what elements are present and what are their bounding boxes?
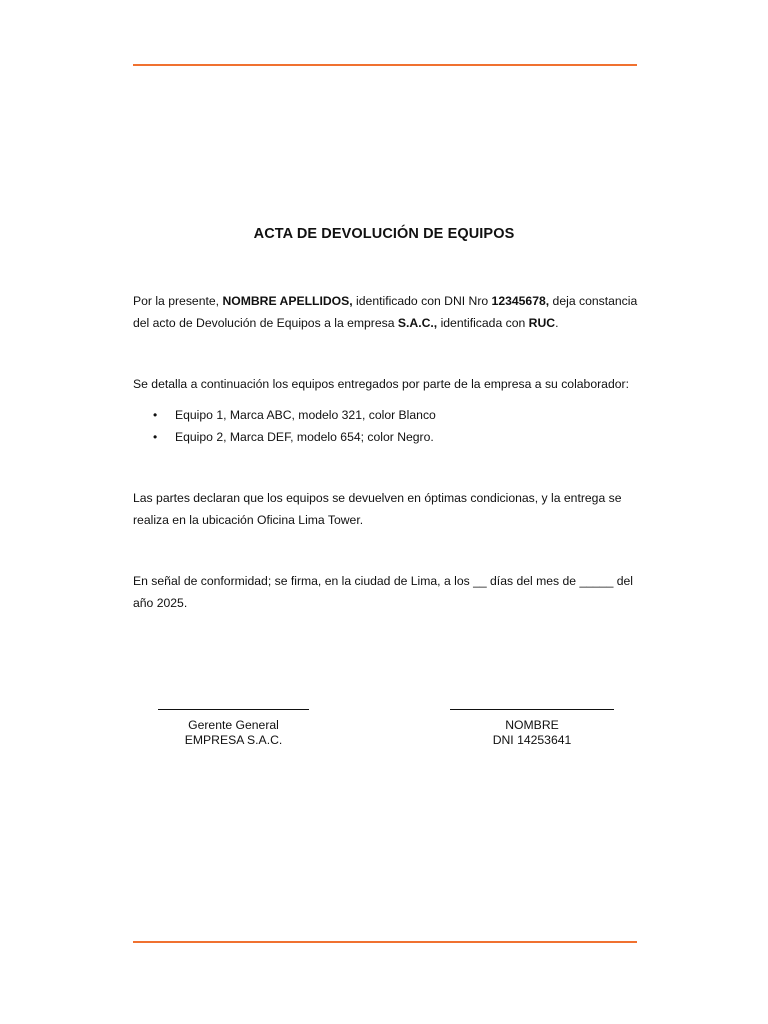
company-name: S.A.C., bbox=[397, 316, 438, 330]
bullet-icon: • bbox=[153, 430, 158, 444]
signer-dni: DNI 14253641 bbox=[492, 733, 572, 747]
intro-text-3: deja constancia del acto de Devolución de Equipos a la empresa bbox=[133, 294, 638, 330]
intro-text-1: Por la presente, bbox=[133, 294, 223, 308]
header-divider bbox=[133, 64, 637, 66]
signature-line bbox=[450, 709, 614, 710]
conformity-paragraph: En señal de conformidad; se firma, en la ciudad de Lima, a los __ días del mes de _____ del año 2025. bbox=[133, 574, 633, 610]
equipment-item-2: Equipo 2, Marca DEF, modelo 654; color Negro. bbox=[175, 430, 434, 444]
bullet-icon: • bbox=[153, 408, 158, 422]
detail-paragraph: Se detalla a continuación los equipos entregados por parte de la empresa a su colaborador: bbox=[133, 377, 629, 391]
list-item bbox=[133, 404, 638, 426]
equipment-list bbox=[133, 404, 638, 448]
intro-text-4: identificada con bbox=[437, 316, 529, 330]
footer-divider bbox=[133, 941, 637, 943]
signature-block-company bbox=[158, 709, 309, 748]
intro-paragraph bbox=[133, 290, 638, 334]
intro-text-2: identificado con DNI Nro bbox=[352, 294, 492, 308]
intro-text-5: . bbox=[555, 316, 559, 330]
ruc-label: RUC bbox=[528, 316, 556, 330]
conditions-paragraph: Las partes declaran que los equipos se devuelven en óptimas condicionas, y la entrega se realiza en la ubicación Oficina Lima Tower. bbox=[133, 491, 622, 527]
dni-number: 12345678, bbox=[491, 294, 550, 308]
signature-line bbox=[158, 709, 309, 710]
signer-role: Gerente General bbox=[188, 718, 279, 732]
list-item bbox=[133, 426, 638, 448]
signer-company: EMPRESA S.A.C. bbox=[184, 733, 283, 747]
signature-block-employee bbox=[450, 709, 614, 748]
document-title: ACTA DE DEVOLUCIÓN DE EQUIPOS bbox=[253, 226, 515, 242]
equipment-item-1: Equipo 1, Marca ABC, modelo 321, color Blanco bbox=[175, 408, 436, 422]
signer-name: NOMBRE bbox=[505, 718, 559, 732]
person-name: NOMBRE APELLIDOS, bbox=[222, 294, 353, 308]
